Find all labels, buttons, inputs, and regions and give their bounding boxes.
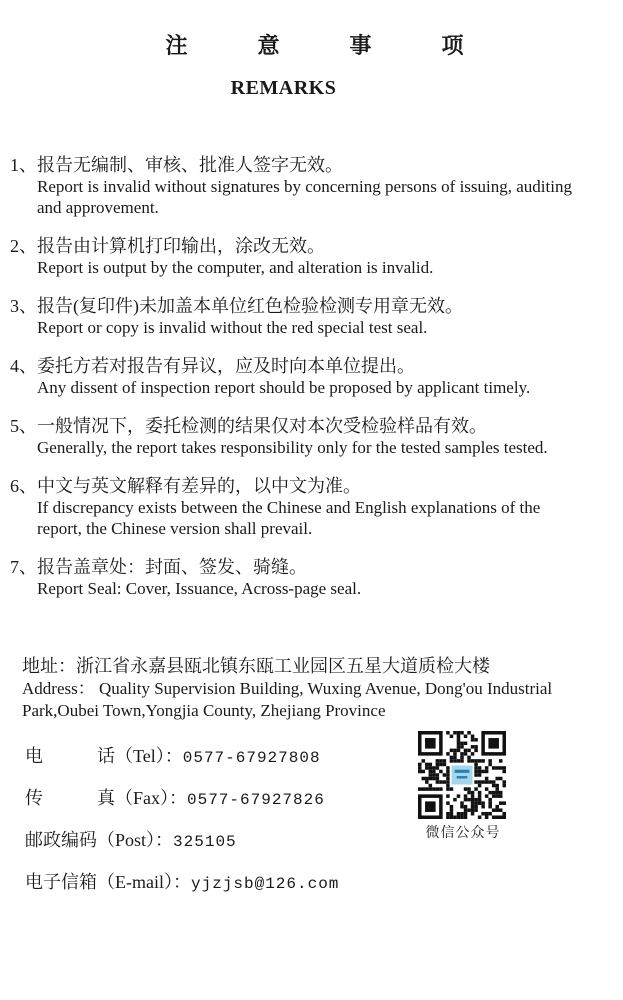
remark-text-english: Report is invalid without signatures by concerning persons of issuing, auditing and approvement. [37,177,572,217]
post-label: 邮政编码（Post）： [25,830,174,850]
remark-item-4 [0,356,623,398]
remarks-list [0,155,623,599]
fax-value: 0577-67927826 [187,791,325,809]
tel-label: 电 话（Tel）： [25,746,183,766]
remark-number: 1、 [10,155,37,175]
contact-row-post [25,826,623,851]
remark-text-english: Generally, the report takes responsibility only for the tested samples tested. [37,438,548,457]
remark-item-3 [0,296,623,338]
remark-item-2 [0,236,623,278]
address-chinese: 地址：浙江省永嘉县瓯北镇东瓯工业园区五星大道质检大楼 [22,656,490,676]
remark-number: 3、 [10,296,37,316]
remark-text-chinese: 报告(复印件)未加盖本单位红色检验检测专用章无效。 [37,296,463,316]
remark-text-english: Report Seal: Cover, Issuance, Across-page seal. [37,579,362,598]
email-label: 电子信箱（E-mail）： [25,872,191,892]
address-english: Address： Quality Supervision Building, Wuxing Avenue, Dong'ou Industrial Park,Oubei Town,Yongjia County, Zhejiang Province [22,679,553,720]
remark-item-7 [0,557,623,599]
fax-label: 传 真（Fax）： [25,788,187,808]
remark-text-chinese: 委托方若对报告有异议，应及时向本单位提出。 [37,356,415,376]
remark-text-chinese: 报告盖章处：封面、签发、骑缝。 [37,557,307,577]
contact-row-tel [25,742,623,767]
tel-value: 0577-67927808 [182,749,321,767]
remark-text-english: Report or copy is invalid without the red special test seal. [37,318,428,337]
remark-text-english: Any dissent of inspection report should be proposed by applicant timely. [37,378,531,397]
contact-row-email [25,868,623,893]
wechat-qr-caption: 微信公众号 [425,826,501,841]
remark-number: 2、 [10,236,37,256]
wechat-qr-code-icon [418,731,506,819]
remark-text-english: If discrepancy exists between the Chinese and English explanations of the report, the Chinese version shall prevail. [37,498,541,538]
remark-item-5 [0,416,623,458]
remark-number: 7、 [10,557,37,577]
wechat-qr-block [418,731,508,842]
remark-text-chinese: 报告无编制、审核、批准人签字无效。 [37,155,343,175]
remark-number: 5、 [10,416,37,436]
remark-text-chinese: 报告由计算机打印输出，涂改无效。 [37,236,325,256]
remark-number: 4、 [10,356,37,376]
remark-text-chinese: 中文与英文解释有差异的，以中文为准。 [37,476,361,496]
page-title-chinese: 注 意 事 项 [165,33,488,58]
remark-item-6 [0,476,623,539]
remark-text-chinese: 一般情况下，委托检测的结果仅对本次受检验样品有效。 [37,416,487,436]
post-value: 325105 [173,833,237,851]
email-value: yjzjsb@126.com [190,875,340,893]
page-title-english: REMARKS [230,77,337,99]
contact-list [25,742,623,893]
remark-text-english: Report is output by the computer, and alteration is invalid. [37,258,434,277]
contact-row-fax [25,784,623,809]
remark-number: 6、 [10,476,37,496]
remark-item-1 [0,155,623,218]
address-block [22,655,600,722]
